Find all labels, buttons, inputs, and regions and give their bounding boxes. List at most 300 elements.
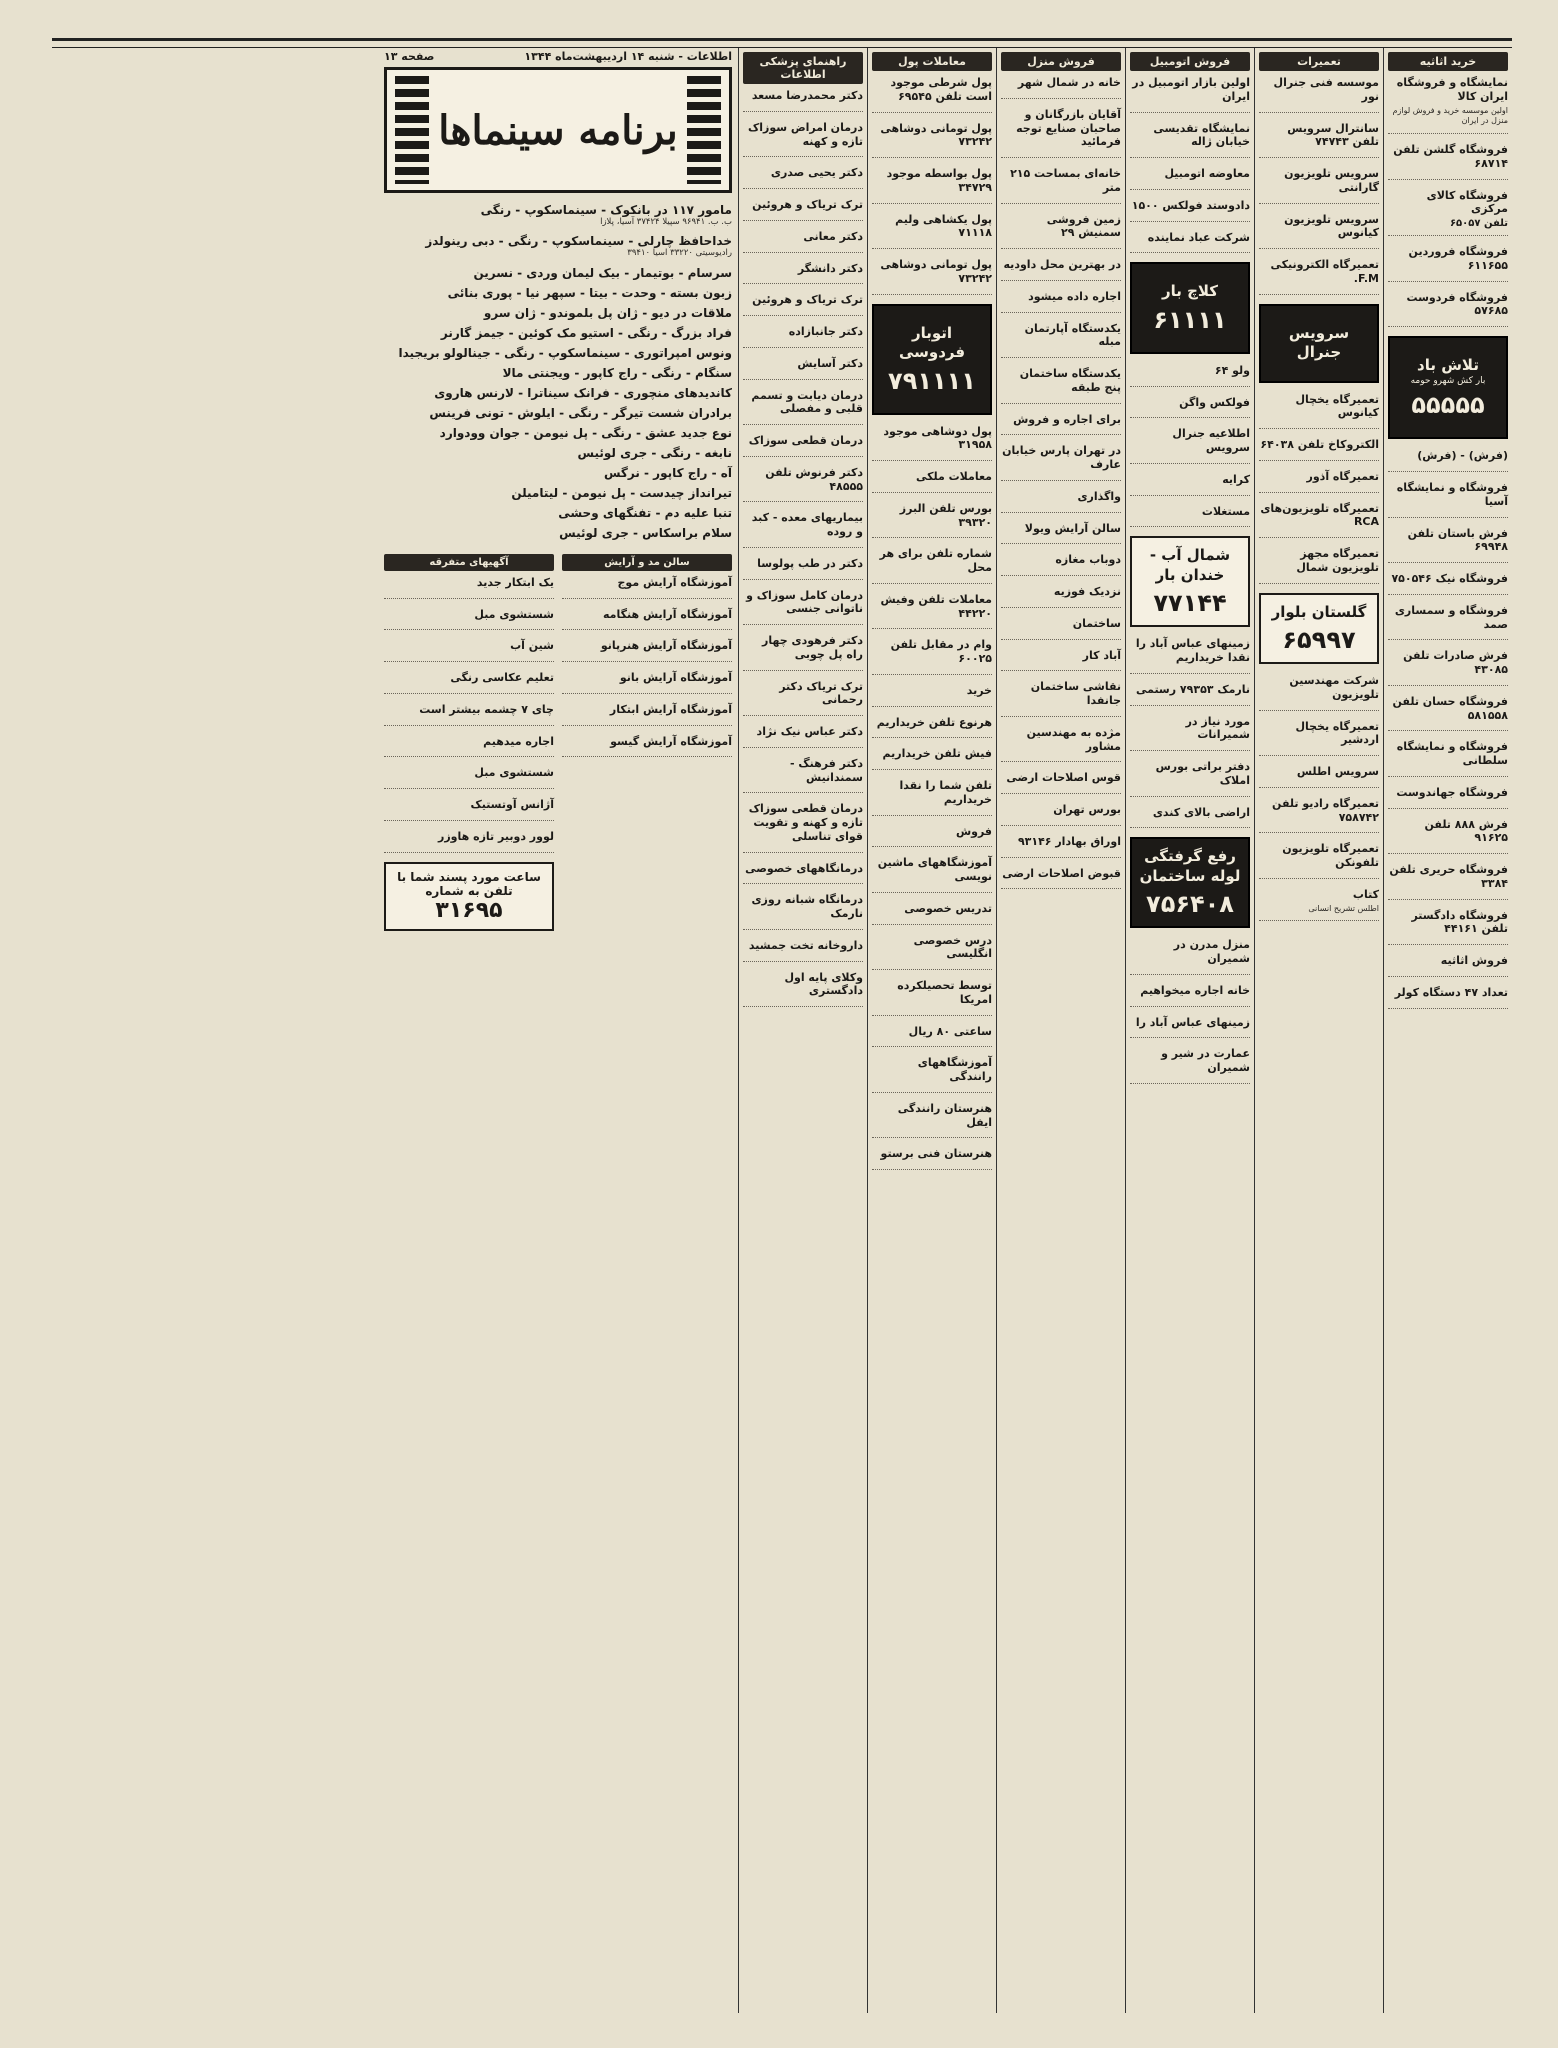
ad-item: [1259, 502, 1379, 539]
column-3: [996, 48, 1125, 2013]
ad-item: [384, 639, 554, 662]
ad-item: [1130, 396, 1250, 419]
ad-headline: تعمیرگاه تلویزیون تلفونکن: [1282, 842, 1379, 869]
cinema-entry: [384, 406, 732, 420]
ad-headline: آژانس آوتستیک: [470, 798, 554, 812]
ad-item: [743, 725, 863, 748]
cinema-entry: [384, 466, 732, 480]
ad-item: [1130, 938, 1250, 975]
ad-headline: آموزشگاههای ماشین نویسی: [877, 856, 992, 883]
ad-item: [1001, 490, 1121, 513]
ad-headline: معاملات ملکی: [915, 470, 992, 483]
ad-item: [1001, 553, 1121, 576]
ad-headline: فروش: [955, 824, 992, 838]
ad-headline: داروخانه تخت جمشید: [748, 938, 863, 952]
film-venues: ب. ب. ۹۶۹۴۱ سپیلا ۳۷۴۲۴ آسیا، پلازا: [600, 217, 732, 227]
ad-headline: فروشگاه و نمایشگاه سلطانی: [1396, 740, 1508, 768]
category-header: خرید اثاثیه: [1388, 52, 1508, 71]
ad-item: [1259, 167, 1379, 204]
ad-headline: آموزشگاه آرایش بانو: [619, 671, 732, 685]
column-0: [1383, 48, 1512, 2013]
ad-headline: آموزشگاه آرایش گیسو: [610, 734, 732, 748]
ad-item: [743, 862, 863, 885]
ad-item: [872, 547, 992, 584]
ad-item: [1001, 649, 1121, 672]
ad-item: [1001, 585, 1121, 608]
ad-headline: بورس تلفن البرز ۳۹۳۲۰: [899, 501, 992, 529]
ad-headline: سرویس اطلس: [1296, 765, 1379, 778]
film-title: برادران شست تیرگر - رنگی - ایلوش - تونی فرینس: [429, 405, 732, 420]
ad-item: [1001, 680, 1121, 717]
ad-headline: خرید: [966, 683, 992, 697]
ad-item: [1001, 835, 1121, 858]
cinema-entry: [384, 346, 732, 360]
ad-item: [562, 608, 732, 631]
cinema-entry: [384, 266, 732, 280]
ad-item: [872, 470, 992, 493]
ad-item: [1259, 547, 1379, 584]
film-title: سرسام - بوتیمار - بیک لیمان وردی - نسرین: [473, 265, 732, 280]
cinema-title-banner: [384, 67, 732, 193]
ad-headline: فروشگاه حریری تلفن ۳۳۸۴: [1389, 863, 1508, 890]
ad-item: [1001, 76, 1121, 99]
ad-item: [743, 434, 863, 457]
ad-headline: پول دوشاهی موجود ۳۱۹۵۸: [883, 424, 992, 452]
ad-box: [384, 862, 554, 931]
ad-headline: شستشوی مبل: [474, 607, 554, 621]
ad-item: [872, 122, 992, 159]
ad-item: [872, 902, 992, 925]
ad-body: اولین موسسه خرید و فروش لوازم منزل در ایران: [1392, 105, 1508, 126]
ad-item: [743, 757, 863, 794]
ad-headline: سرویس تلویزیون کیانوس: [1284, 212, 1379, 240]
cinema-entry: [384, 426, 732, 440]
masthead: [384, 50, 732, 63]
ad-item: [743, 589, 863, 626]
ad-item: [1388, 909, 1508, 946]
ad-headline: لوور دوبیر تازه هاوزر: [438, 829, 554, 843]
category-header: تعمیرات: [1259, 52, 1379, 71]
ad-box: [1259, 304, 1379, 383]
cinema-entry: [384, 506, 732, 520]
cinema-entry: [384, 234, 732, 259]
ad-item: [1130, 199, 1250, 222]
newspaper-page: [52, 38, 1512, 2013]
ad-item: [872, 258, 992, 295]
ad-item: [1259, 122, 1379, 159]
column-2: [1125, 48, 1254, 2013]
ad-item: [743, 893, 863, 930]
ad-headline: خانه‌ای بمساحت ۲۱۵ متر: [1010, 167, 1121, 194]
ad-headline: دکتر آسایش: [797, 356, 863, 370]
ad-headline: نزدیک فوزیه: [1053, 585, 1121, 598]
ad-item: [743, 511, 863, 548]
ad-headline: فروشگاه و سمساری صمد: [1394, 603, 1508, 631]
ad-headline: آقایان بازرگانان و صاحبان صنایع توجه فرمائید: [1016, 107, 1121, 149]
ad-item: [743, 230, 863, 253]
ad-headline: عمارت در شیر و شمیران: [1161, 1047, 1250, 1074]
ad-item: [872, 502, 992, 539]
ad-headline: بیماریهای معده - کبد و روده: [751, 511, 863, 538]
ad-headline: تعمیرگاه یخچال اردشیر: [1295, 719, 1379, 747]
ad-item: [1130, 76, 1250, 113]
ad-headline: یک ابتکار جدید: [476, 575, 554, 589]
ad-item: [1001, 367, 1121, 404]
film-strip-icon: [395, 76, 429, 184]
ad-item: [1001, 771, 1121, 794]
ad-box-phone: ۷۵۶۴۰۸: [1146, 890, 1234, 919]
ad-phone: تلفن ۶۵۰۵۷: [1449, 218, 1508, 230]
ad-headline: موسسه فنی جنرال نور: [1273, 76, 1379, 103]
ad-item: [1259, 797, 1379, 834]
ad-item: [743, 557, 863, 580]
ad-headline: ساختمان: [1072, 616, 1121, 630]
ad-headline: آموزشگاههای رانندگی: [917, 1056, 992, 1083]
ad-item: [384, 735, 554, 758]
cinema-entry: [384, 486, 732, 500]
ad-item: [1259, 888, 1379, 922]
ad-headline: فروشگاه گلشن تلفن ۶۸۷۱۴: [1393, 143, 1508, 170]
ad-item: [1130, 806, 1250, 829]
ad-item: [384, 766, 554, 789]
ad-item: [1388, 695, 1508, 732]
ad-item: [1388, 189, 1508, 237]
ad-item: [1259, 674, 1379, 711]
ad-item: [1001, 413, 1121, 436]
cinema-entry: [384, 326, 732, 340]
ad-item: [1388, 954, 1508, 977]
ad-headline: مستغلات: [1201, 504, 1250, 518]
ad-item: [872, 684, 992, 707]
ad-headline: ترک تریاک و هروئین: [752, 293, 863, 307]
ad-headline: مژده به مهندسین مشاور: [1026, 725, 1121, 753]
ad-box-title: رفع گرفتگی لوله ساختمان: [1139, 847, 1241, 885]
ad-headline: فولکس واگن: [1179, 395, 1250, 409]
ad-headline: شستشوی مبل: [474, 766, 554, 780]
ad-box-phone: ۵۵۵۵۵: [1411, 391, 1485, 420]
ad-headline: شرکت مهندسین تلویزیون: [1289, 674, 1379, 701]
ad-headline: تعمیرگاه مجهز تلویزیون شمال: [1296, 547, 1379, 574]
column-5: [738, 48, 867, 2013]
ad-headline: تعداد ۴۷ دستگاه کولر: [1394, 985, 1508, 999]
ad-headline: دکتر فرهنگ - سمندانیش: [789, 756, 863, 784]
ad-box: [872, 304, 992, 415]
ad-body: اطلس تشریح انسانی: [1308, 903, 1379, 913]
ad-item: [872, 779, 992, 816]
film-title: فراد بزرگ - رنگی - استیو مک کوئین - جیمز گارنر: [440, 325, 732, 340]
ad-headline: الکتروکاخ تلفن ۶۴۰۳۸: [1260, 438, 1379, 451]
ad-item: [743, 262, 863, 285]
ad-item: [1259, 720, 1379, 757]
ad-headline: کرایه: [1222, 472, 1250, 486]
ad-item: [1388, 740, 1508, 777]
ad-headline: فرش باستان تلفن ۶۹۹۴۸: [1407, 526, 1508, 554]
ad-item: [1001, 867, 1121, 890]
ad-headline: منزل مدرن در شمیران: [1173, 938, 1250, 965]
ad-item: [1001, 617, 1121, 640]
ad-headline: فروشگاه فروردین ۶۱۱۶۵۵: [1408, 245, 1508, 272]
ad-item: [1130, 637, 1250, 674]
ad-headline: سرویس تلویزیون گارانتی: [1284, 167, 1379, 194]
ad-item: [1388, 449, 1508, 472]
ad-item: [872, 167, 992, 204]
ad-item: [1130, 473, 1250, 496]
ad-item: [1388, 143, 1508, 180]
ad-box-phone: ۷۹۱۱۱۱: [888, 366, 976, 395]
ad-item: [1130, 683, 1250, 706]
ad-item: [743, 357, 863, 380]
ad-headline: تلفن شما را نقدا خریداریم: [899, 779, 992, 806]
ad-headline: زمینهای عباس آباد را: [1135, 1015, 1250, 1029]
ad-headline: تدریس خصوصی: [904, 901, 992, 915]
ad-item: [1130, 760, 1250, 797]
ad-headline: بورس تهران: [1053, 803, 1121, 816]
ad-item: [743, 466, 863, 503]
ad-headline: چای ۷ چشمه بیشتر است: [419, 702, 554, 716]
cinema-entry: [384, 306, 732, 320]
ad-item: [1001, 108, 1121, 158]
ad-headline: معاوضه اتومبیل: [1164, 167, 1250, 180]
masthead-page: صفحه ۱۳: [384, 50, 435, 63]
ad-item: [743, 166, 863, 189]
ad-item: [1259, 258, 1379, 295]
ad-item: [562, 576, 732, 599]
ad-item: [743, 293, 863, 316]
ad-headline: تعمیرگاه یخچال کیانوس: [1295, 392, 1379, 420]
ad-headline: آموزشگاه آرایش موج: [617, 575, 732, 589]
ad-item: [872, 1147, 992, 1170]
category-header: فروش اتومبیل: [1130, 52, 1250, 71]
ad-box-subtitle: بار کش شهرو حومه: [1410, 375, 1486, 386]
ad-headline: در تهران پارس خیابان عارف: [1002, 444, 1121, 471]
ad-headline: دکتر فرهودی چهار راه پل چوبی: [762, 634, 863, 661]
ad-headline: دکتر دانشگر: [797, 261, 863, 275]
ad-item: [1001, 258, 1121, 281]
ad-item: [1388, 604, 1508, 641]
ad-headline: دادوستد فولکس ۱۵۰۰: [1131, 198, 1250, 212]
ad-headline: فرش صادرات تلفن ۴۳۰۸۵: [1403, 649, 1508, 677]
ad-item: [872, 1102, 992, 1139]
ad-item: [1001, 444, 1121, 481]
ad-headline: آموزشگاه آرایش هنرپانو: [600, 639, 732, 653]
ad-headline: پول تومانی دوشاهی ۷۳۲۴۲: [880, 258, 992, 285]
ad-item: [872, 856, 992, 893]
ad-box: [1130, 536, 1250, 627]
ad-item: [1001, 290, 1121, 313]
ad-headline: فروش اثاثیه: [1440, 954, 1508, 968]
ad-headline: نقاشی ساختمان جانفدا: [1030, 680, 1121, 707]
ad-headline: دکتر عباس نیک نژاد: [756, 725, 863, 738]
ad-item: [1259, 393, 1379, 430]
ad-headline: زمین فروشی سمنیش ۲۹: [1046, 212, 1121, 240]
ad-headline: تعمیرگاه آذور: [1306, 469, 1379, 483]
cinema-entry: [384, 386, 732, 400]
ad-headline: دکتر یحیی صدری: [770, 166, 863, 180]
ad-headline: فروشگاه نیک ۷۵۰۵۴۶: [1391, 572, 1508, 586]
ad-item: [1130, 1016, 1250, 1039]
ad-headline: ترک تریاک دکتر رحمانی: [779, 679, 863, 707]
ad-headline: تعمیرگاه رادیو تلفن ۷۵۸۷۴۲: [1272, 796, 1379, 824]
ad-headline: خانه اجاره میخواهیم: [1140, 983, 1250, 997]
ad-item: [1001, 726, 1121, 763]
ad-box-phone: ۶۱۱۱۱: [1153, 305, 1227, 334]
category-header: سالن مد و آرایش: [562, 554, 732, 571]
ad-item: [872, 934, 992, 971]
ad-headline: درمان دیابت و تسمم قلبی و مفصلی: [751, 388, 863, 416]
ad-item: [743, 939, 863, 962]
film-title: ملاقات در دیو - ژان پل بلموندو - ژان سرو: [483, 305, 732, 320]
ad-item: [1259, 842, 1379, 879]
ad-headline: نمایشگاه تقدیسی خیابان ژاله: [1153, 121, 1250, 149]
ad-headline: (فرش) - (فرش): [1417, 449, 1508, 463]
top-rule: [52, 38, 1512, 48]
ad-headline: در بهترین محل داودیه: [1003, 258, 1121, 271]
column-4: [867, 48, 996, 2013]
ad-item: [1388, 572, 1508, 595]
ad-headline: فروشگاه حسان تلفن ۵۸۱۵۵۸: [1392, 694, 1508, 722]
ad-item: [562, 735, 732, 758]
ad-headline: سانترال سرویس تلفن ۷۴۷۴۳: [1287, 121, 1379, 149]
ad-item: [1130, 427, 1250, 464]
ad-headline: مورد نیاز در شمیرانات: [1185, 714, 1250, 742]
ad-box-title: تلاش باد: [1417, 356, 1479, 375]
ad-item: [1130, 231, 1250, 254]
ad-headline: تعلیم عکاسی رنگی: [450, 671, 554, 685]
category-header: فروش منزل: [1001, 52, 1121, 71]
ad-box-title: اتوبار فردوسی: [898, 323, 966, 361]
ad-item: [1388, 245, 1508, 282]
ad-box-title: کلاچ بار: [1161, 282, 1219, 301]
film-title: سلام براسکاس - جری لوئیس: [559, 525, 732, 540]
film-title: خداحافظ چارلی - سینماسکوپ - رنگی - دبی رینولدز: [425, 234, 732, 249]
section-bottom-right: [562, 550, 732, 931]
ad-headline: فروشگاه کالای مرکزی: [1426, 188, 1508, 216]
ad-item: [872, 1056, 992, 1093]
ad-item: [872, 825, 992, 848]
ad-headline: پول شرطی موجود است تلفن ۶۹۵۴۵: [890, 76, 992, 103]
column-1: [1254, 48, 1383, 2013]
film-title: زبون بسته - وحدت - بیتا - سپهر نیا - پوری بنائی: [447, 285, 732, 300]
ad-headline: اطلاعیه جنرال سرویس: [1172, 427, 1250, 454]
ad-item: [1259, 76, 1379, 113]
ad-item: [1388, 649, 1508, 686]
ad-box-title: شمال آب - خندان بار: [1149, 546, 1231, 584]
ad-item: [872, 593, 992, 630]
ad-headline: واگذاری: [1077, 489, 1121, 503]
ad-item: [743, 198, 863, 221]
ad-box-phone: ۳۱۶۹۵: [435, 897, 503, 923]
ad-item: [872, 979, 992, 1016]
ad-item: [1130, 1047, 1250, 1084]
category-header: معاملات پول: [872, 52, 992, 71]
ad-item: [1130, 122, 1250, 159]
ad-headline: برای اجاره و فروش: [1013, 412, 1121, 426]
ad-item: [1259, 470, 1379, 493]
cinema-entry: [384, 366, 732, 380]
film-title: تنبا علیه دم - تفنگهای وحشی: [558, 505, 732, 520]
ad-item: [743, 971, 863, 1008]
ad-headline: آموزشگاه آرایش هنگامه: [603, 607, 732, 621]
ad-item: [1130, 715, 1250, 752]
ad-item: [384, 576, 554, 599]
ad-headline: پول تومانی دوشاهی ۷۳۲۴۲: [880, 121, 992, 149]
ad-headline: پول بواسطه موجود ۳۴۷۲۹: [886, 167, 992, 194]
ad-item: [872, 213, 992, 250]
section-bottom-left: [384, 550, 554, 931]
ad-headline: ساعتی ۸۰ ریال: [908, 1024, 992, 1038]
ad-headline: درمان قطعی سوزاک تازه و کهنه و تقویت قوای تناسلی: [748, 802, 863, 843]
ad-headline: اجاره داده میشود: [1028, 289, 1121, 303]
ad-item: [562, 703, 732, 726]
ad-item: [743, 634, 863, 671]
ad-headline: درمان قطعی سوزاک: [748, 434, 863, 447]
ad-headline: فروشگاه و نمایشگاه آسیا: [1396, 481, 1508, 508]
ad-item: [1130, 984, 1250, 1007]
ad-item: [872, 716, 992, 739]
ad-headline: دکتر جانبازاده: [788, 325, 863, 338]
film-strip-icon: [687, 76, 721, 184]
ad-headline: هرنوع تلفن خریداریم: [876, 715, 992, 729]
ad-headline: یکدستگاه ساختمان پنج طبقه: [1019, 367, 1121, 394]
ad-item: [743, 325, 863, 348]
ad-item: [1388, 527, 1508, 564]
ad-item: [743, 389, 863, 426]
ad-item: [1130, 167, 1250, 190]
ad-headline: قوس اصلاحات ارضی: [1006, 771, 1121, 785]
ad-item: [1388, 986, 1508, 1009]
ad-item: [872, 425, 992, 462]
masthead-paper: اطلاعات - شنبه ۱۴ اردیبهشت‌ماه ۱۳۴۴: [524, 50, 732, 63]
ad-item: [384, 671, 554, 694]
film-title: تیرانداز چیدست - پل نیومن - لیتامیلن: [511, 485, 732, 500]
classified-columns: [378, 48, 1512, 2013]
ad-item: [1259, 213, 1379, 250]
ad-box-title: سرویس جنرال: [1288, 323, 1350, 361]
ad-headline: اجاره میدهیم: [483, 734, 554, 748]
film-title: نابغه - رنگی - جری لوئیس: [577, 445, 732, 460]
ad-item: [1388, 863, 1508, 900]
ad-item: [1388, 291, 1508, 328]
ad-headline: توسط تحصیلکرده امریکا: [897, 979, 992, 1006]
ad-headline: شین آب: [510, 639, 554, 653]
ad-headline: فرش ۸۸۸ تلفن ۹۱۶۲۵: [1424, 817, 1508, 845]
ad-headline: نارمک ۷۹۳۵۳ رستمی: [1135, 682, 1250, 696]
ad-item: [1001, 167, 1121, 204]
ad-item: [872, 747, 992, 770]
ad-item: [562, 671, 732, 694]
ad-headline: هنرستان رانندگی ایفل: [897, 1101, 992, 1129]
ad-item: [1130, 505, 1250, 528]
ad-headline: آموزشگاه آرایش ابتکار: [609, 702, 732, 716]
ad-item: [384, 608, 554, 631]
ad-headline: درمان امراض سوزاک تازه و کهنه: [747, 120, 863, 148]
ad-item: [1001, 522, 1121, 545]
cinema-column: [378, 48, 738, 2013]
ad-headline: تعمیرگاه الکترونیکی F.M.: [1270, 258, 1379, 285]
film-title: کاندیدهای منچوری - فرانک سیناترا - لارنس هاروی: [434, 385, 732, 400]
ad-headline: شماره تلفن برای هر محل: [879, 547, 992, 574]
ad-box: [1388, 336, 1508, 439]
ad-item: [1388, 76, 1508, 134]
ad-item: [1388, 786, 1508, 809]
ad-headline: سالن آرایش ویولا: [1024, 521, 1121, 535]
ad-headline: دوباب مغازه: [1055, 553, 1121, 567]
ad-item: [562, 639, 732, 662]
ad-headline: اراضی بالای کندی: [1152, 805, 1250, 819]
ad-headline: فروشگاه فردوست ۵۷۶۸۵: [1406, 290, 1508, 318]
ad-headline: دفتر براتی بورس املاک: [1155, 760, 1250, 787]
ad-headline: فروشگاه جهاندوست: [1396, 785, 1508, 799]
